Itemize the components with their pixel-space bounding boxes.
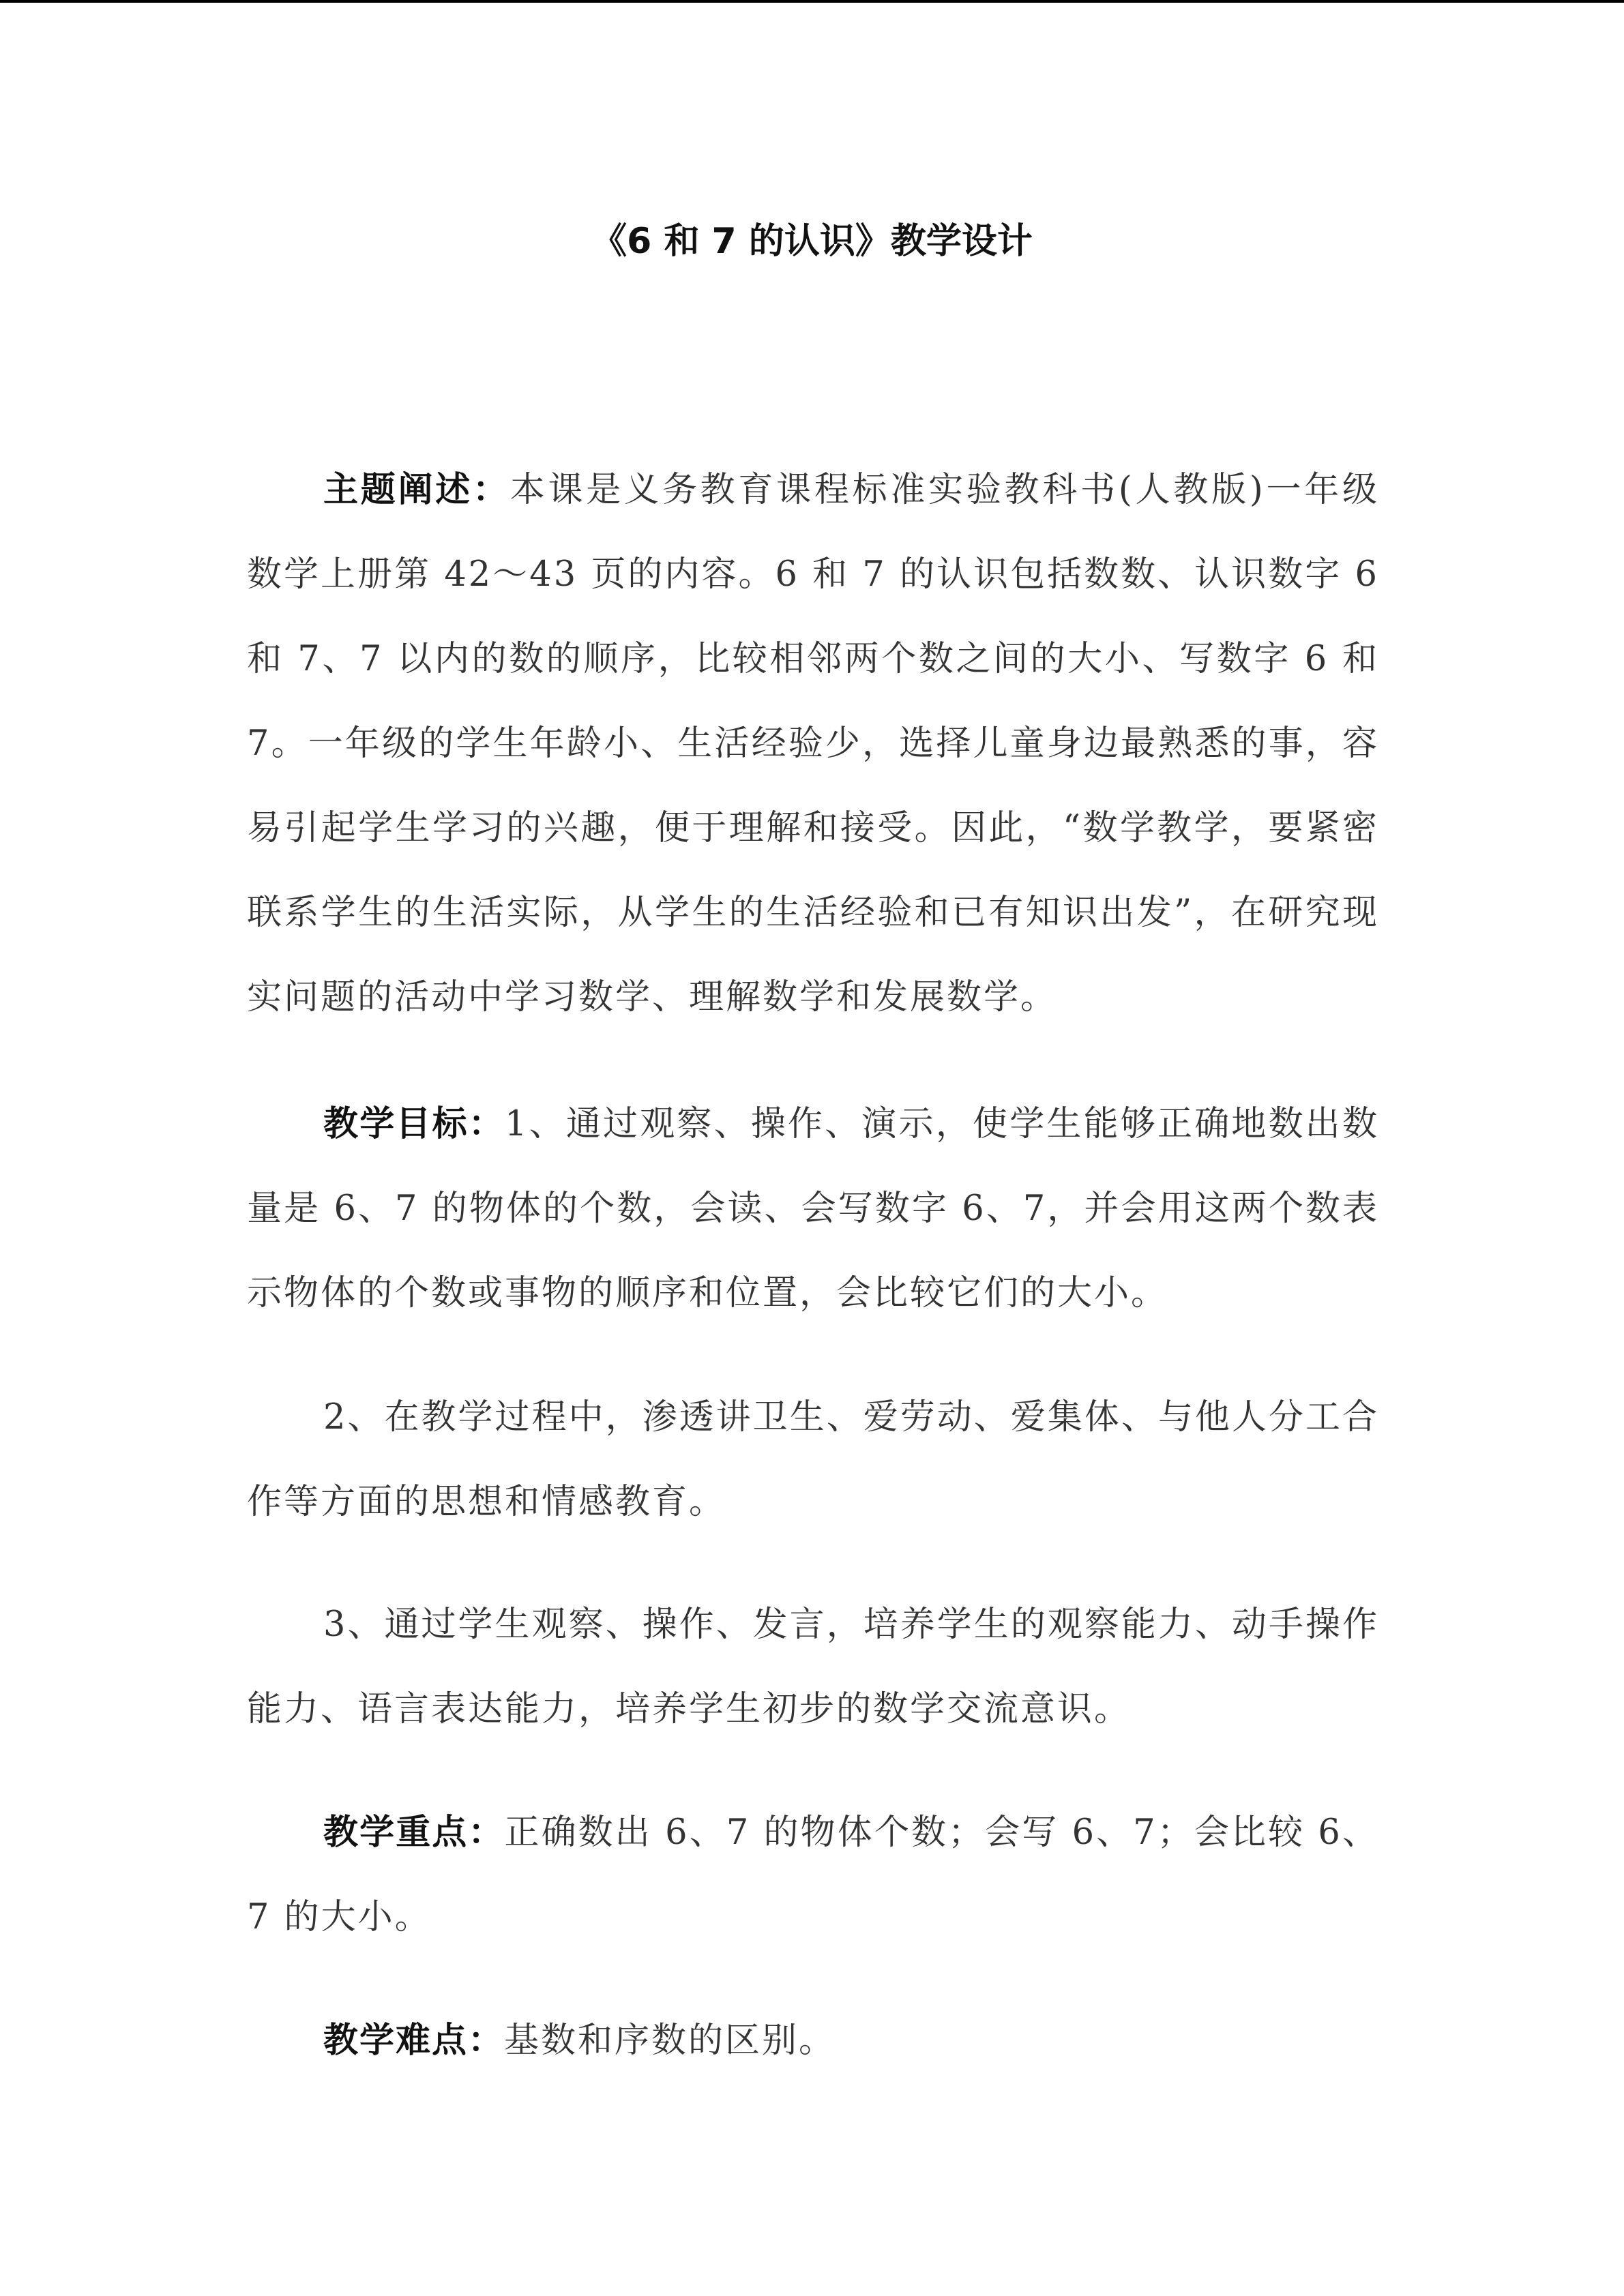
paragraph-goal-2 [247, 1375, 1379, 1545]
paragraph-goal-3 [247, 1583, 1379, 1752]
paragraph-text: 1、通过观察、操作、演示，使学生能够正确地数出数量是 6、7 的物体的个数，会读、会写数字 6、7，并会用这两个数表示物体的个数或事物的顺序和位置，会比较它们的大小。 [247, 1104, 1379, 1313]
paragraph-label: 主题阐述： [323, 470, 510, 510]
paragraph-goal-1 [247, 1082, 1379, 1336]
paragraph-text: 基数和序数的区别。 [504, 2021, 836, 2061]
paragraph-label: 教学难点： [323, 2021, 505, 2061]
paragraph-text: 正确数出 6、7 的物体个数；会写 6、7；会比较 6、7 的大小。 [247, 1813, 1379, 1937]
paragraph-key-points [247, 1791, 1379, 1960]
paragraph-theme [247, 448, 1379, 1040]
document-title: 《6 和 7 的认识》教学设计 [591, 221, 1033, 262]
paragraph-label: 教学重点： [323, 1813, 505, 1853]
paragraph-label: 教学目标： [323, 1104, 505, 1144]
paragraph-text: 3、通过学生观察、操作、发言，培养学生的观察能力、动手操作能力、语言表达能力，培养学生初步的数学交流意识。 [247, 1605, 1379, 1729]
paragraph-text: 2、在教学过程中，渗透讲卫生、爱劳动、爱集体、与他人分工合作等方面的思想和情感教育。 [247, 1397, 1379, 1522]
paragraph-difficulties [247, 1999, 1379, 2083]
paragraph-text: 本课是义务教育课程标准实验教科书(人教版)一年级数学上册第 42～43 页的内容。6 和 7 的认识包括数数、认识数字 6 和 7、7 以内的数的顺序，比较相邻两个数之间的大小、写数字 6 和 7。一年级的学生年龄小、生活经验少，选择儿童身边最熟悉的事，容易引起学生学习的兴趣，便于理解和接受。因此，“数学教学，要紧密联系学生的生活实际，从学生的生活经验和已有知识出发”，在研究现实问题的活动中学习数学、理解数学和发展数学。 [247, 470, 1379, 1017]
